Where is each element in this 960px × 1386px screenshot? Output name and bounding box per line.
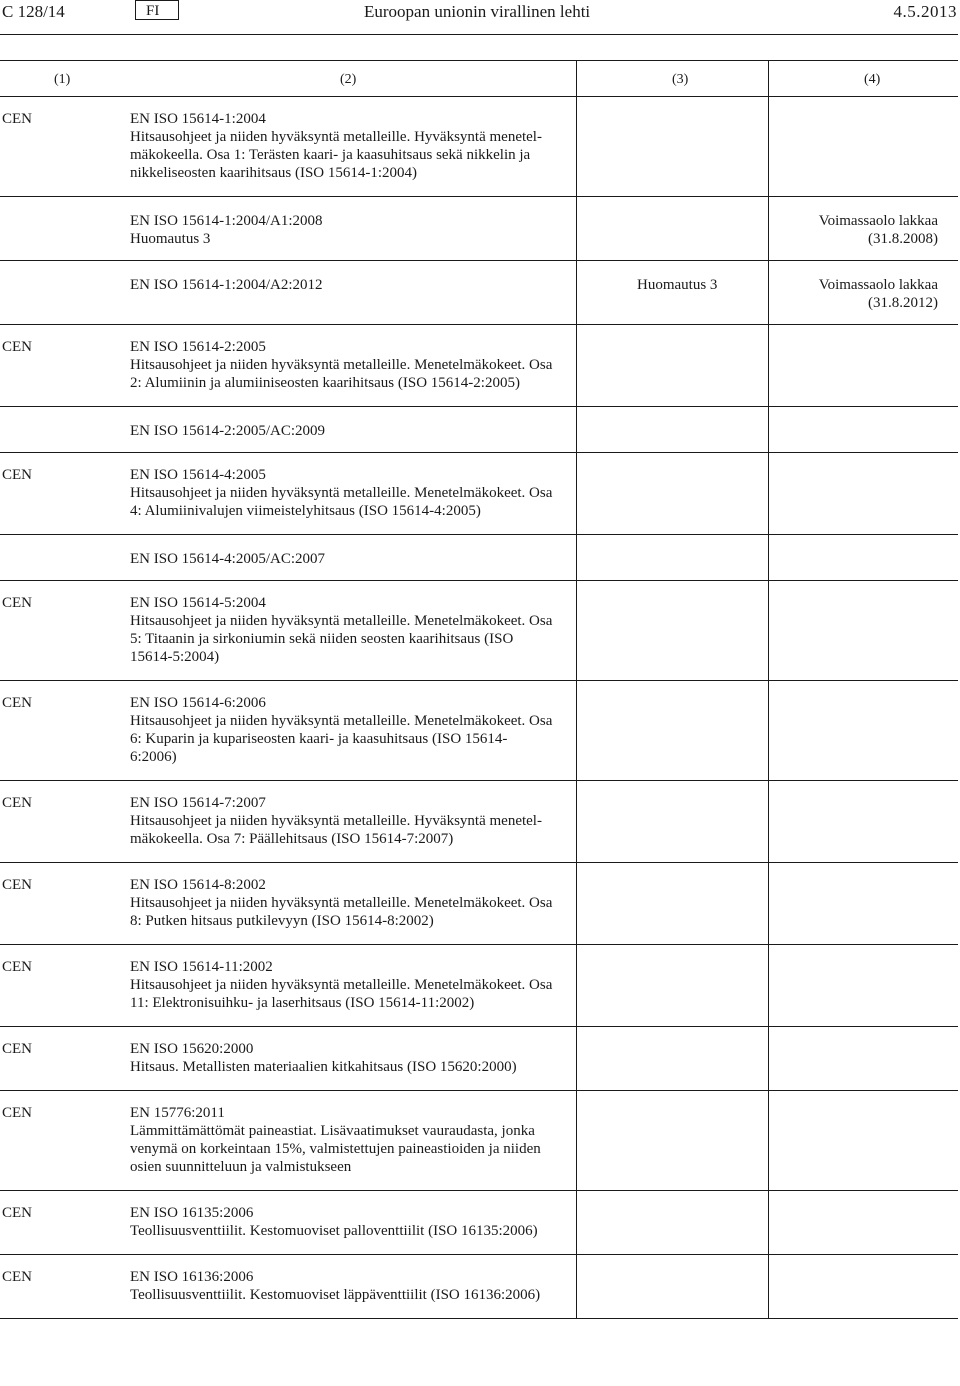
row-rule <box>0 196 958 197</box>
row-rule <box>0 1190 958 1191</box>
column-divider-3 <box>576 406 577 452</box>
standard-title <box>130 894 567 930</box>
standard-title-line: Hitsaus. Metallisten materiaalien kitkahitsaus (ISO 15620:2000) <box>130 1059 517 1075</box>
row-rule <box>0 452 958 453</box>
organisation-cell: CEN <box>2 595 32 611</box>
row-rule <box>0 1090 958 1091</box>
amendment-reference <box>130 276 567 294</box>
column-divider-3 <box>576 1190 577 1254</box>
column-divider-4 <box>768 406 769 452</box>
column-divider-3 <box>576 862 577 944</box>
column-divider-3 <box>576 260 577 324</box>
standard-code: EN ISO 15614-4:2005 <box>130 467 266 483</box>
row-rule <box>0 1318 958 1319</box>
column-divider-4 <box>768 534 769 580</box>
standard-code: EN ISO 16135:2006 <box>130 1205 254 1221</box>
organisation-cell: CEN <box>2 467 32 483</box>
standard-code: EN ISO 15614-1:2004 <box>130 111 266 127</box>
amendment-withdrawal-date <box>780 212 938 248</box>
column-header-3: (3) <box>672 72 689 87</box>
language-badge: FI <box>135 0 179 20</box>
standard-title <box>130 812 567 848</box>
row-rule <box>0 944 958 945</box>
standard-code: EN ISO 15614-8:2002 <box>130 877 266 893</box>
standard-title-line: nikkeliseosten kaarihitsaus (ISO 15614-1:2004) <box>130 165 418 181</box>
amendment-withdrawal-date-line: (31.8.2012) <box>868 295 938 311</box>
organisation-cell: CEN <box>2 339 32 355</box>
column-divider-4 <box>768 780 769 862</box>
standard-title <box>130 1222 567 1240</box>
standard-title-line: 11: Elektronisuihku- ja laserhitsaus (ISO 15614-11:2002) <box>130 995 475 1011</box>
column-divider-4 <box>768 96 769 196</box>
standard-title-line: Lämmittämättömät paineastiat. Lisävaatimukset vauraudasta, jonka <box>130 1123 535 1139</box>
column-divider-4 <box>768 1090 769 1190</box>
standard-title-line: venymä on korkeintaan 15%, valmistettujen paineastioiden ja niiden <box>130 1141 541 1157</box>
row-rule <box>0 324 958 325</box>
standard-title <box>130 128 567 182</box>
standard-code: EN ISO 16136:2006 <box>130 1269 254 1285</box>
column-divider-4 <box>768 680 769 780</box>
organisation-cell: CEN <box>2 877 32 893</box>
column-divider-4 <box>768 452 769 534</box>
standard-title-line: osien suunnitteluun ja valmistukseen <box>130 1159 352 1175</box>
column-header-2: (2) <box>340 72 357 87</box>
column-divider-3 <box>576 1254 577 1318</box>
column-divider-4 <box>768 196 769 260</box>
standard-title <box>130 712 567 766</box>
column-divider-4 <box>768 862 769 944</box>
standard-title-line: 6: Kuparin ja kupariseosten kaari- ja kaasuhitsaus (ISO 15614- <box>130 731 508 747</box>
standard-title-line: Hitsausohjeet ja niiden hyväksyntä metalleille. Menetelmäkokeet. Osa <box>130 613 553 629</box>
column-divider-4 <box>768 580 769 680</box>
row-rule <box>0 1026 958 1027</box>
standard-title-line: Hitsausohjeet ja niiden hyväksyntä metalleille. Hyväksyntä menetel- <box>130 129 542 145</box>
standard-title <box>130 1122 567 1176</box>
row-rule <box>0 406 958 407</box>
page-reference: C 128/14 <box>2 2 65 21</box>
organisation-cell: CEN <box>2 111 32 127</box>
organisation-cell: CEN <box>2 1041 32 1057</box>
amendment-withdrawal-date-line: (31.8.2008) <box>868 231 938 247</box>
row-rule <box>0 580 958 581</box>
column-divider-3 <box>576 1026 577 1090</box>
column-header-1: (1) <box>54 72 71 87</box>
column-divider-3 <box>576 780 577 862</box>
amendment-note: Huomautus 3 <box>637 277 718 293</box>
amendment-reference-line: EN ISO 15614-2:2005/AC:2009 <box>130 423 325 439</box>
standard-code: EN ISO 15620:2000 <box>130 1041 254 1057</box>
standard-code: EN ISO 15614-7:2007 <box>130 795 266 811</box>
standard-title <box>130 976 567 1012</box>
column-divider-3 <box>576 1090 577 1190</box>
organisation-cell: CEN <box>2 695 32 711</box>
column-divider-3 <box>576 324 577 406</box>
journal-title: Euroopan unionin virallinen lehti <box>364 2 591 21</box>
column-divider-header-3 <box>576 60 577 96</box>
column-divider-4 <box>768 1190 769 1254</box>
standard-title-line: Teollisuusventtiilit. Kestomuoviset läppäventtiilit (ISO 16136:2006) <box>130 1287 541 1303</box>
table-top-rule <box>0 60 958 61</box>
column-divider-3 <box>576 534 577 580</box>
column-divider-3 <box>576 944 577 1026</box>
amendment-reference-line: EN ISO 15614-1:2004/A2:2012 <box>130 277 323 293</box>
amendment-reference <box>130 212 567 248</box>
row-rule <box>0 534 958 535</box>
standard-code: EN 15776:2011 <box>130 1105 225 1121</box>
column-divider-3 <box>576 452 577 534</box>
amendment-withdrawal-date-line: Voimassaolo lakkaa <box>818 277 938 293</box>
organisation-cell: CEN <box>2 1269 32 1285</box>
amendment-reference-line: Huomautus 3 <box>130 231 211 247</box>
row-rule <box>0 1254 958 1255</box>
organisation-cell: CEN <box>2 1105 32 1121</box>
table-header-rule <box>0 96 958 97</box>
column-divider-3 <box>576 680 577 780</box>
standard-title-line: 6:2006) <box>130 749 177 765</box>
row-rule <box>0 780 958 781</box>
page-header <box>0 0 960 28</box>
column-divider-3 <box>576 96 577 196</box>
column-divider-4 <box>768 1026 769 1090</box>
amendment-withdrawal-date-line: Voimassaolo lakkaa <box>818 213 938 229</box>
standard-title-line: mäkokeella. Osa 7: Päällehitsaus (ISO 15614-7:2007) <box>130 831 454 847</box>
column-divider-3 <box>576 580 577 680</box>
organisation-cell: CEN <box>2 1205 32 1221</box>
standard-title-line: Hitsausohjeet ja niiden hyväksyntä metalleille. Menetelmäkokeet. Osa <box>130 357 553 373</box>
amendment-reference-line: EN ISO 15614-4:2005/AC:2007 <box>130 551 325 567</box>
standard-title <box>130 356 567 392</box>
standard-code: EN ISO 15614-2:2005 <box>130 339 266 355</box>
standard-title-line: Hitsausohjeet ja niiden hyväksyntä metalleille. Menetelmäkokeet. Osa <box>130 977 553 993</box>
amendment-withdrawal-date <box>780 276 938 312</box>
header-rule <box>0 34 958 35</box>
column-divider-4 <box>768 944 769 1026</box>
amendment-reference <box>130 550 567 568</box>
standard-title <box>130 1286 567 1304</box>
organisation-cell: CEN <box>2 959 32 975</box>
standard-title-line: 2: Alumiinin ja alumiiniseosten kaarihitsaus (ISO 15614-2:2005) <box>130 375 520 391</box>
standard-title <box>130 484 567 520</box>
standard-title <box>130 612 567 666</box>
standard-title-line: Hitsausohjeet ja niiden hyväksyntä metalleille. Menetelmäkokeet. Osa <box>130 485 553 501</box>
standard-code: EN ISO 15614-5:2004 <box>130 595 266 611</box>
standard-title-line: mäkokeella. Osa 1: Terästen kaari- ja kaasuhitsaus sekä nikkelin ja <box>130 147 531 163</box>
row-rule <box>0 260 958 261</box>
standard-title-line: 4: Alumiinivalujen viimeistelyhitsaus (ISO 15614-4:2005) <box>130 503 481 519</box>
column-divider-4 <box>768 260 769 324</box>
standard-title-line: Hitsausohjeet ja niiden hyväksyntä metalleille. Hyväksyntä menetel- <box>130 813 542 829</box>
standard-title-line: 15614-5:2004) <box>130 649 220 665</box>
column-header-4: (4) <box>864 72 881 87</box>
organisation-cell: CEN <box>2 795 32 811</box>
standard-title-line: Teollisuusventtiilit. Kestomuoviset palloventtiilit (ISO 16135:2006) <box>130 1223 538 1239</box>
standard-title-line: Hitsausohjeet ja niiden hyväksyntä metalleille. Menetelmäkokeet. Osa <box>130 713 553 729</box>
row-rule <box>0 862 958 863</box>
column-divider-4 <box>768 1254 769 1318</box>
standard-code: EN ISO 15614-11:2002 <box>130 959 273 975</box>
standard-code: EN ISO 15614-6:2006 <box>130 695 266 711</box>
standard-title-line: 8: Putken hitsaus putkilevyyn (ISO 15614-8:2002) <box>130 913 434 929</box>
issue-date: 4.5.2013 <box>893 2 957 21</box>
standard-title-line: Hitsausohjeet ja niiden hyväksyntä metalleille. Menetelmäkokeet. Osa <box>130 895 553 911</box>
standard-title <box>130 1058 567 1076</box>
amendment-reference <box>130 422 567 440</box>
standard-title-line: 5: Titaanin ja sirkoniumin sekä niiden seosten kaarihitsaus (ISO <box>130 631 514 647</box>
column-divider-3 <box>576 196 577 260</box>
column-divider-header-4 <box>768 60 769 96</box>
row-rule <box>0 680 958 681</box>
amendment-reference-line: EN ISO 15614-1:2004/A1:2008 <box>130 213 323 229</box>
column-divider-4 <box>768 324 769 406</box>
